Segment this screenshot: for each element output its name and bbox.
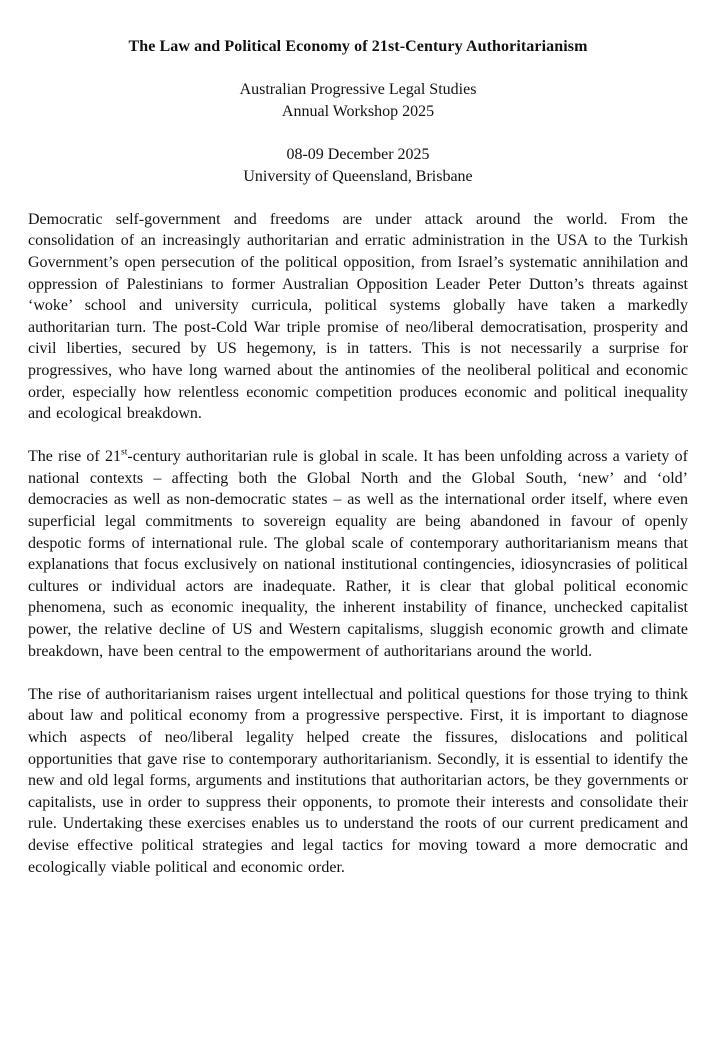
document-body [28, 209, 688, 878]
superscript-text: st [121, 446, 128, 458]
paragraph-text: Democratic self-government and freedoms are under attack around the world. From the consolidation of an increasingly authoritarian and erratic administration in the USA to the Turkish Government’s open persecution of the political opposition, from Israel’s systematic annihilation and oppression of Palestinians to former Australian Opposition Leader Peter Dutton’s threats against ‘woke’ school and university curricula, political systems globally have taken a markedly authoritarian turn. The post-Cold War triple promise of neo/liberal democratisation, prosperity and civil liberties, secured by US hegemony, is in tatters. This is not necessarily a surprise for progressives, who have long warned about the antinomies of the neoliberal political and economic order, especially how relentless economic competition produces economic and political inequality and ecological breakdown. [28, 210, 688, 423]
paragraph-text: The rise of 21 [28, 448, 121, 466]
body-paragraph [28, 209, 688, 425]
workshop-series-block [28, 79, 688, 122]
paragraph-text: The rise of authoritarianism raises urgent intellectual and political questions for those trying to think about law and political economy from a progressive perspective. First, it is important to diagnose which aspects of neo/liberal legality helped create the fissures, dislocations and political opportunities that gave rise to contemporary authoritarianism. Secondly, it is essential to identify the new and old legal forms, arguments and institutions that authoritarian actors, be they governments or capitalists, use in order to suppress their opponents, to promote their interests and consolidate their rule. Undertaking these exercises enables us to understand the roots of our current predicament and devise effective political strategies and legal tactics for moving toward a more democratic and ecologically viable political and economic order. [28, 685, 688, 876]
workshop-year-line: Annual Workshop 2025 [281, 102, 435, 120]
event-dates-line: 08-09 December 2025 [286, 145, 430, 163]
series-name-line: Australian Progressive Legal Studies [239, 81, 477, 99]
body-paragraph [28, 446, 688, 662]
document-title: The Law and Political Economy of 21st-Century Authoritarianism [128, 38, 588, 55]
paragraph-text: -century authoritarian rule is global in scale. It has been unfolding across a variety of national contexts – affecting both the Global North and the Global South, ‘new’ and ‘old’ democracies as well as non-democratic states – as well as the international order itself, where even superficial legal commitments to sovereign equality are being abandoned in favour of openly despotic forms of international rule. The global scale of contemporary authoritarianism means that explanations that focus exclusively on national institutional contingencies, idiosyncrasies of political cultures or individual actors are inadequate. Rather, it is clear that global political economic phenomena, such as economic inequality, the inherent instability of finance, unchecked capitalist power, the relative decline of US and Western capitalisms, sluggish economic growth and climate breakdown, have been central to the empowerment of authoritarians around the world. [28, 448, 688, 660]
event-details-block [28, 144, 688, 187]
body-paragraph [28, 684, 688, 878]
event-venue-line: University of Queensland, Brisbane [243, 167, 473, 185]
